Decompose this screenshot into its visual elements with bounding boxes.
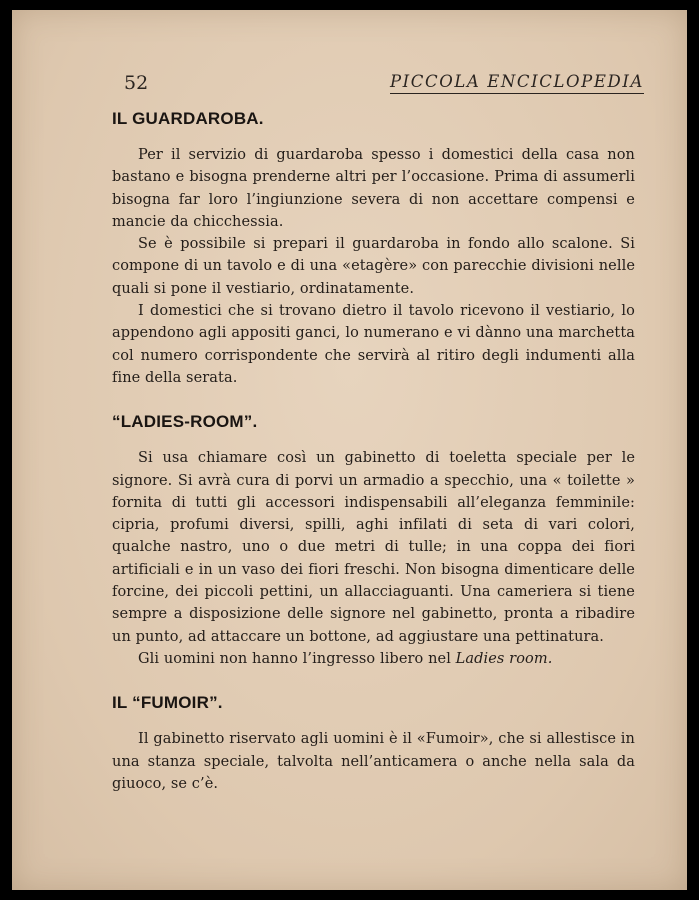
paragraph: Il gabinetto riservato agli uomini è il «Fumoir», che si allestisce in una stanza speciale, talvolta nell’anticamera o anche nella sala da giuoco, se c’è. xyxy=(112,731,635,792)
running-head xyxy=(124,72,644,100)
paragraph: Si usa chiamare così un gabinetto di toeletta speciale per le signore. Si avrà cura di porvi un armadio a specchio, una « toilette » fornita di tutti gli accessori indispensabili all’eleganza femminile: cipria, profumi diversi, spilli, aghi infilati di seta di vari colori, qualche nastro, uno o due metri di tulle; in una coppa dei fiori artificiali e in un vaso dei fiori freschi. Non bisogna dimenticare delle forcine, dei piccoli pettini, un allacciaguanti. Una cameriera si tiene sempre a disposizione delle signore nel gabinetto, pronta a ribadire un punto, ad attaccare un bottone, ad aggiustare una pettinatura. xyxy=(112,450,635,645)
running-title: PICCOLA ENCICLOPEDIA xyxy=(390,72,644,94)
paragraph-closing xyxy=(112,648,635,670)
page-number: 52 xyxy=(124,72,149,94)
section-title-fumoir: IL “FUMOIR”. xyxy=(112,693,223,713)
closing-text: Gli uomini non hanno l’ingresso libero nel xyxy=(138,650,451,667)
paragraph: Se è possibile si prepari il guardaroba in fondo allo scalone. Si compone di un tavolo e di una «etagère» con parecchie divisioni nelle quali si pone il vestiario, ordinatamente. xyxy=(112,236,635,297)
paragraph: I domestici che si trovano dietro il tavolo ricevono il vestiario, lo appendono agli appositi ganci, lo numerano e vi dànno una marchetta col numero corrispondente che servirà al ritiro degli indumenti alla fine della serata. xyxy=(112,303,635,386)
section-title-ladies-room: “LADIES-ROOM”. xyxy=(112,412,258,432)
closing-italic: Ladies room. xyxy=(455,650,553,667)
paragraph: Per il servizio di guardaroba spesso i domestici della casa non bastano e bisogna prenderne altri per l’occasione. Prima di assumerli bisogna far loro l’ingiunzione severa di non accettare compensi e mancie da chicchessia. xyxy=(112,147,635,230)
section-title-guardaroba: IL GUARDAROBA. xyxy=(112,109,264,128)
page-body xyxy=(112,104,635,795)
